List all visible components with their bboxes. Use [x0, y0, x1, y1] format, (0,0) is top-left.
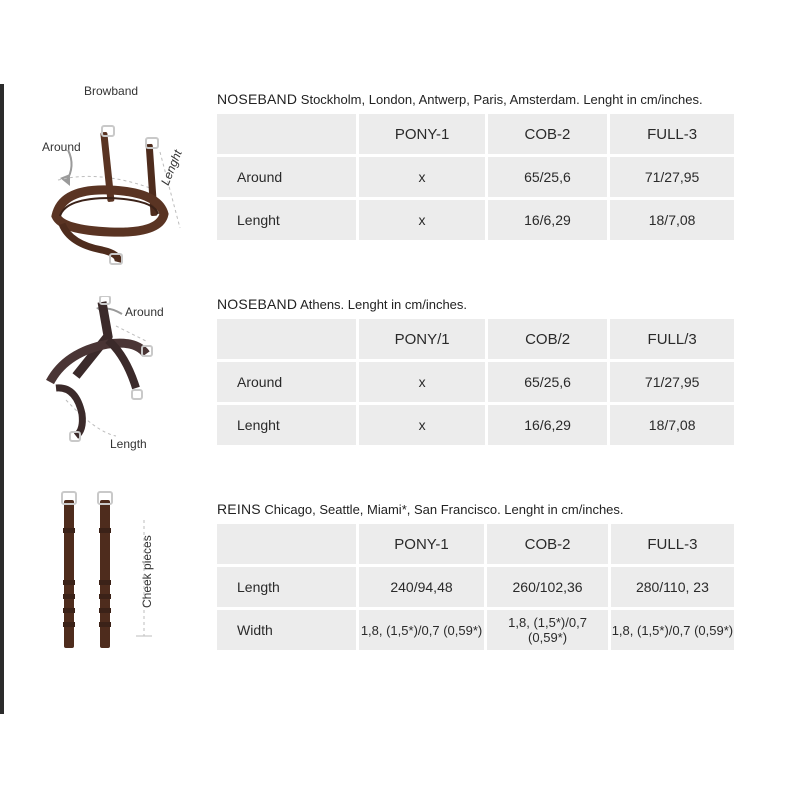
- table-cell: x: [359, 200, 484, 240]
- noseband-athens-section: [217, 296, 737, 448]
- table-row: [217, 200, 734, 240]
- table-cell: 16/6,29: [488, 405, 607, 445]
- header-cell: PONY-1: [359, 524, 485, 564]
- table-header-row: [217, 524, 734, 564]
- header-cell-empty: [217, 319, 356, 359]
- around-label-2: Around: [125, 305, 164, 319]
- table-cell: 260/102,36: [487, 567, 608, 607]
- size-table: [214, 111, 737, 243]
- heading-rest: Chicago, Seattle, Miami*, San Francisco. Lenght in cm/inches.: [260, 502, 624, 517]
- table-row: [217, 567, 734, 607]
- lenght-label-1: Lenght: [158, 147, 185, 188]
- heading-strong: REINS: [217, 501, 261, 517]
- around-label-1: Around: [42, 140, 81, 154]
- row-label: Lenght: [217, 200, 356, 240]
- table-cell: 65/25,6: [488, 157, 608, 197]
- header-cell: FULL-3: [611, 524, 734, 564]
- section-heading: [217, 501, 737, 519]
- header-cell: COB-2: [487, 524, 608, 564]
- section-heading: [217, 91, 737, 109]
- row-label: Around: [217, 157, 356, 197]
- noseband-stockholm-section: [217, 91, 737, 243]
- reins-section: [217, 501, 737, 653]
- table-row: [217, 405, 734, 445]
- table-row: [217, 610, 734, 650]
- table-header-row: [217, 319, 734, 359]
- header-cell: PONY/1: [359, 319, 485, 359]
- table-cell: 71/27,95: [610, 157, 734, 197]
- header-cell-empty: [217, 524, 356, 564]
- cheek-pieces-label: Cheek pieces: [140, 535, 154, 608]
- table-cell: 240/94,48: [359, 567, 485, 607]
- noseband-image-2: [36, 296, 186, 446]
- header-cell: FULL/3: [610, 319, 734, 359]
- table-row: [217, 157, 734, 197]
- table-cell: 16/6,29: [488, 200, 608, 240]
- row-label: Lenght: [217, 405, 356, 445]
- table-cell: 1,8, (1,5*)/0,7 (0,59*): [359, 610, 485, 650]
- row-label: Width: [217, 610, 356, 650]
- noseband-image-1: [40, 118, 190, 278]
- heading-rest: Athens. Lenght in cm/inches.: [297, 297, 468, 312]
- row-label: Around: [217, 362, 356, 402]
- table-cell: 71/27,95: [610, 362, 734, 402]
- section-heading: [217, 296, 737, 314]
- table-cell: x: [359, 157, 484, 197]
- table-cell: x: [359, 362, 485, 402]
- size-table: [214, 521, 737, 653]
- row-label: Length: [217, 567, 356, 607]
- header-cell: FULL-3: [610, 114, 734, 154]
- table-cell: 18/7,08: [610, 405, 734, 445]
- heading-rest: Stockholm, London, Antwerp, Paris, Amsterdam. Lenght in cm/inches.: [297, 92, 703, 107]
- header-cell: COB-2: [488, 114, 608, 154]
- header-cell-empty: [217, 114, 356, 154]
- table-cell: 1,8, (1,5*)/0,7 (0,59*): [487, 610, 608, 650]
- table-cell: 18/7,08: [610, 200, 734, 240]
- table-cell: 65/25,6: [488, 362, 607, 402]
- header-cell: COB/2: [488, 319, 607, 359]
- table-cell: x: [359, 405, 485, 445]
- browband-label: Browband: [84, 84, 139, 98]
- table-cell: 280/110, 23: [611, 567, 734, 607]
- left-edge-rule: [0, 84, 4, 714]
- size-table: [214, 316, 737, 448]
- table-header-row: [217, 114, 734, 154]
- heading-strong: NOSEBAND: [217, 296, 298, 312]
- length-label-2: Length: [110, 437, 147, 451]
- header-cell: PONY-1: [359, 114, 484, 154]
- table-cell: 1,8, (1,5*)/0,7 (0,59*): [611, 610, 734, 650]
- heading-strong: NOSEBAND: [217, 91, 298, 107]
- table-row: [217, 362, 734, 402]
